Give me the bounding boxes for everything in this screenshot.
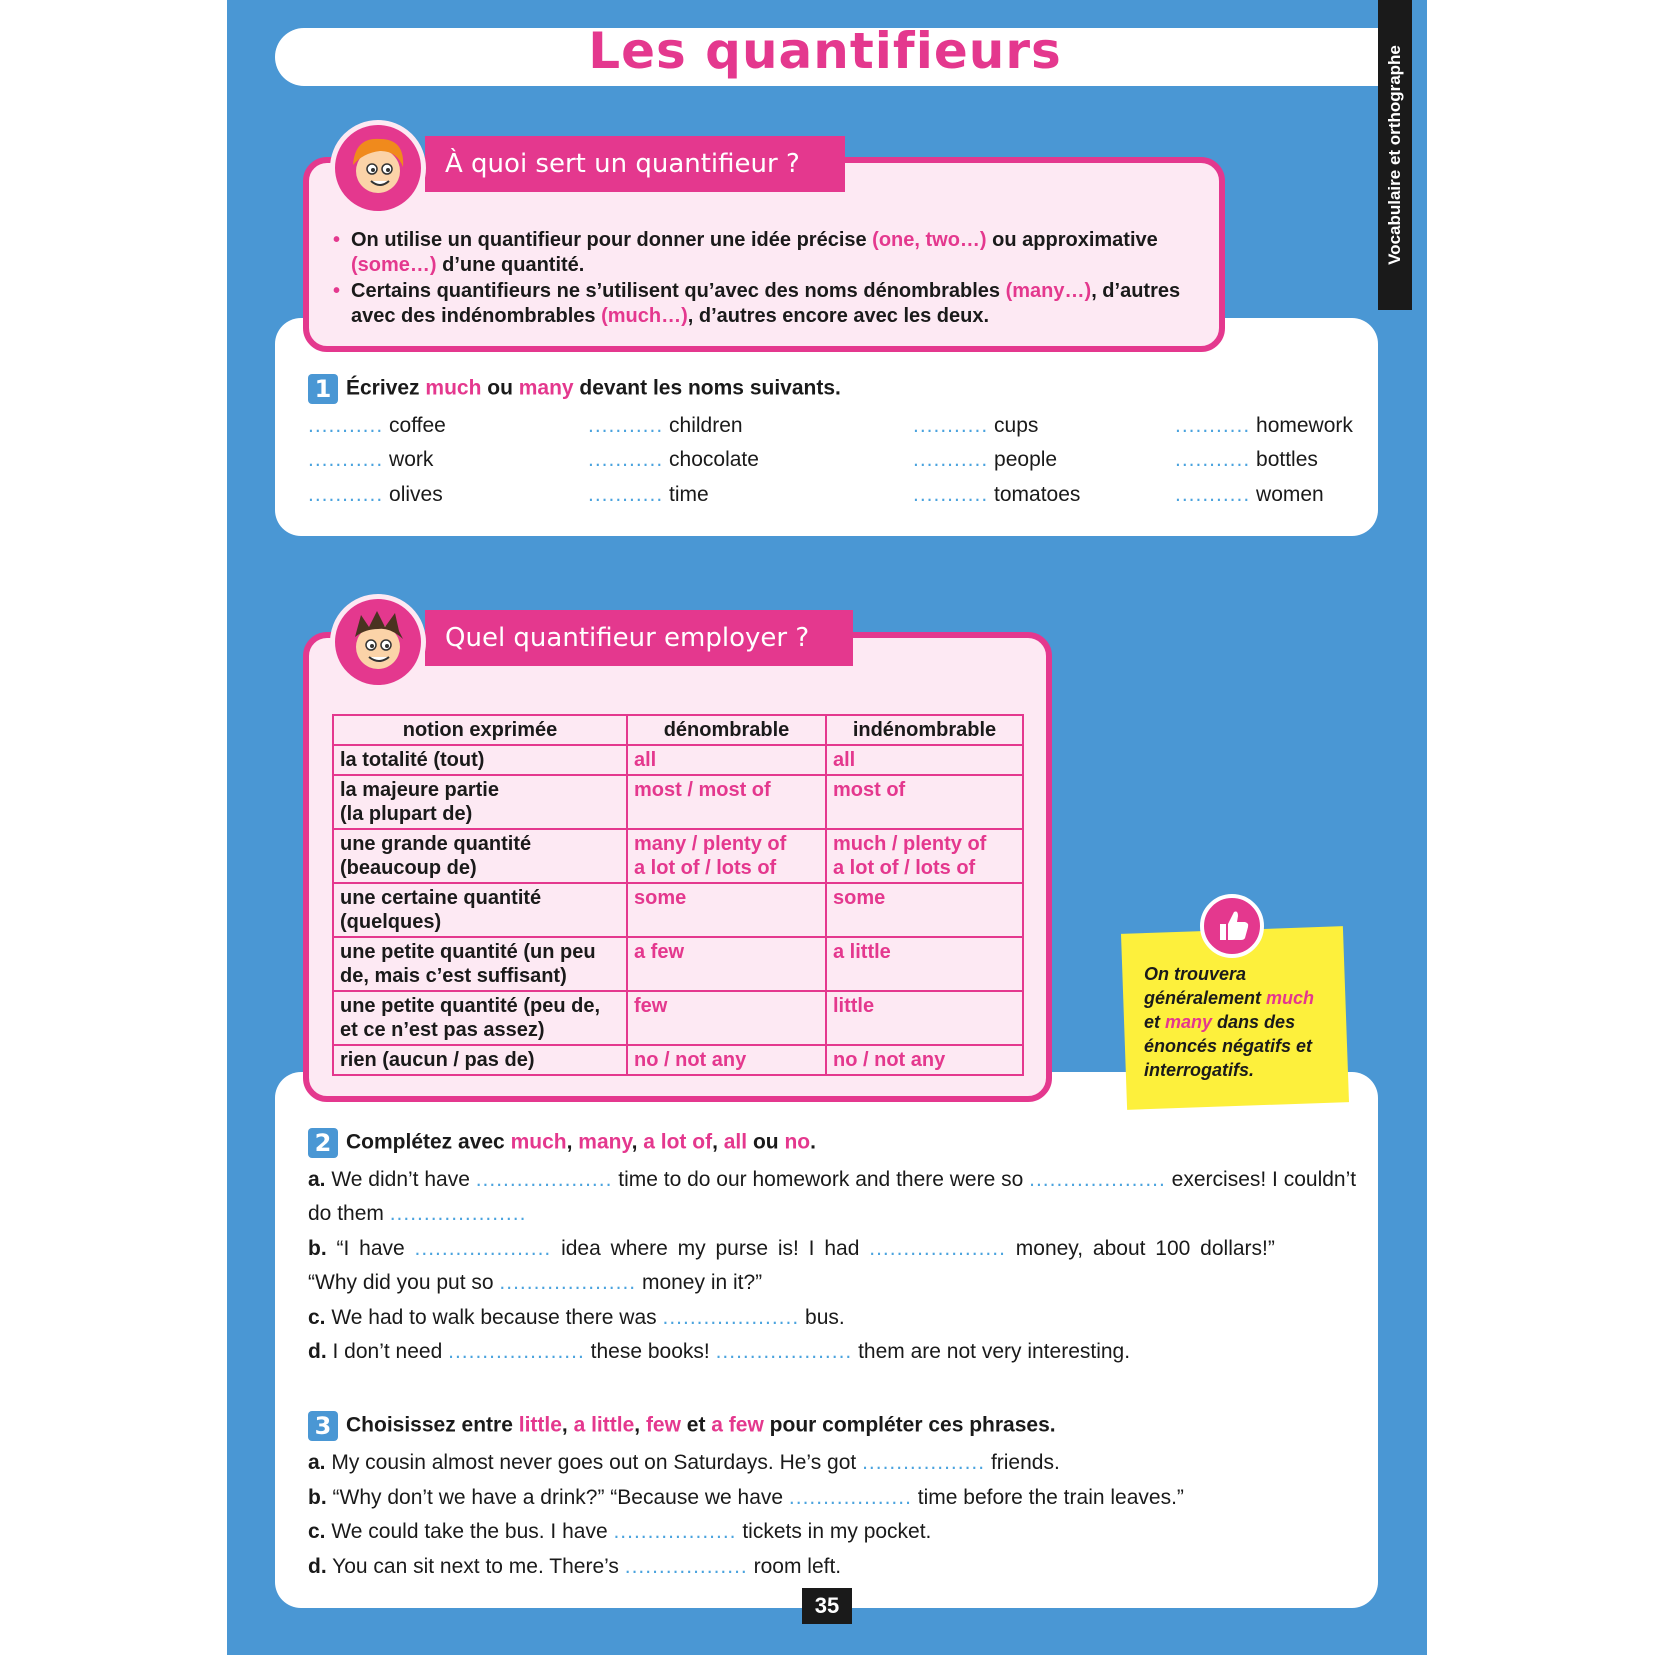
answer-blank[interactable]: ...........: [308, 448, 384, 471]
answer-blank[interactable]: ....................: [715, 1340, 853, 1363]
ex1-item: [1175, 483, 1324, 507]
exercise-number-badge: 1: [308, 374, 338, 404]
ex2-line-b2: [308, 1266, 762, 1300]
item-label: d.: [308, 1340, 327, 1363]
ex1-item: [588, 414, 743, 438]
answer-blank[interactable]: ....................: [499, 1271, 637, 1294]
text: money in it?”: [636, 1271, 763, 1294]
noun: chocolate: [669, 448, 759, 471]
text: dans des énoncés négatifs et interrogatifs.: [1144, 1012, 1313, 1080]
table-cell: all: [826, 745, 1023, 775]
answer-blank[interactable]: ....................: [448, 1340, 585, 1363]
text: exercises! I couldn’t: [1165, 1168, 1357, 1191]
text: ,: [561, 1413, 574, 1437]
ex1-item: [308, 448, 433, 472]
ex1-item: [1175, 414, 1353, 438]
table-cell: some: [826, 883, 1023, 937]
ex2-line-b: [308, 1232, 1275, 1266]
text: , d’autres encore avec les deux.: [687, 305, 990, 327]
bullet-dot-icon: •: [333, 280, 341, 302]
answer-blank[interactable]: ....................: [414, 1237, 552, 1260]
exercise-number-badge: 3: [308, 1411, 338, 1441]
table-row: [333, 883, 1023, 937]
text: et: [1144, 1012, 1166, 1032]
table-row: [333, 937, 1023, 991]
noun: olives: [389, 483, 443, 506]
table-row: [333, 1045, 1023, 1075]
item-label: c.: [308, 1306, 326, 1329]
table-cell: la majeure partie (la plupart de): [333, 775, 627, 829]
table-cell: all: [627, 745, 826, 775]
table-header: dénombrable: [627, 715, 826, 745]
text: We could take the bus. I have: [325, 1520, 614, 1543]
ex3-line-b: [308, 1481, 1184, 1515]
answer-blank[interactable]: ...........: [913, 483, 989, 506]
table-row: [333, 775, 1023, 829]
noun: coffee: [389, 414, 446, 437]
table-header: indénombrable: [826, 715, 1023, 745]
text: tickets in my pocket.: [736, 1520, 932, 1543]
table-cell: few: [627, 991, 826, 1045]
table-cell: much / plenty of a lot of / lots of: [826, 829, 1023, 883]
answer-blank[interactable]: ...........: [308, 414, 384, 437]
note-text: [1144, 962, 1334, 1082]
table-cell: little: [826, 991, 1023, 1045]
text: ou approximative: [986, 229, 1158, 251]
answer-blank[interactable]: ....................: [1029, 1168, 1166, 1191]
text: idea where my purse is! I had: [551, 1237, 870, 1260]
ex1-item: [588, 448, 759, 472]
noun: people: [994, 448, 1058, 471]
highlight: much: [510, 1130, 567, 1154]
noun: cups: [994, 414, 1039, 437]
answer-blank[interactable]: ..................: [613, 1520, 737, 1543]
highlight: (some…): [351, 254, 437, 276]
table-cell: no / not any: [627, 1045, 826, 1075]
table-cell: most of: [826, 775, 1023, 829]
noun: bottles: [1256, 448, 1318, 471]
text: ,: [566, 1130, 579, 1154]
table-cell: rien (aucun / pas de): [333, 1045, 627, 1075]
ex3-line-a: [308, 1446, 1060, 1480]
exercise1-title: [308, 374, 841, 404]
text: friends.: [985, 1451, 1060, 1474]
girl-avatar-icon: [330, 120, 426, 216]
table-row: [333, 745, 1023, 775]
item-label: b.: [308, 1237, 327, 1260]
noun: tomatoes: [994, 483, 1081, 506]
text: I don’t need: [326, 1340, 449, 1363]
text: On utilise un quantifieur pour donner une idée précise: [351, 229, 873, 251]
answer-blank[interactable]: ...........: [588, 448, 664, 471]
item-label: b.: [308, 1486, 327, 1509]
bullet-dot-icon: •: [333, 229, 341, 251]
quantifier-table: [332, 714, 1024, 1076]
page-title: Les quantifieurs: [588, 22, 1062, 80]
exercise2-title: [308, 1128, 816, 1158]
highlight: much: [1266, 988, 1315, 1008]
highlight: a lot of: [643, 1130, 713, 1154]
table-cell: la totalité (tout): [333, 745, 627, 775]
highlight: a few: [711, 1413, 764, 1437]
ex3-line-d: [308, 1550, 841, 1584]
table-cell: une certaine quantité (quelques): [333, 883, 627, 937]
text: money, about 100 dollars!”: [1005, 1237, 1275, 1260]
table-cell: a little: [826, 937, 1023, 991]
table-row: [333, 829, 1023, 883]
text: We had to walk because there was: [325, 1306, 663, 1329]
answer-blank[interactable]: ...........: [1175, 483, 1251, 506]
highlight: a little: [573, 1413, 635, 1437]
text: , d’autres avec des indénombrables: [351, 280, 1181, 327]
section2-header: Quel quantifieur employer ?: [425, 610, 853, 666]
noun: homework: [1256, 414, 1353, 437]
highlight: no: [784, 1130, 811, 1154]
text: room left.: [747, 1555, 842, 1578]
ex1-item: [308, 483, 443, 507]
boy-avatar-icon: [330, 594, 426, 690]
answer-blank[interactable]: ..................: [862, 1451, 986, 1474]
answer-blank[interactable]: ....................: [662, 1306, 800, 1329]
ex2-line-a: [308, 1163, 1356, 1197]
text: d’une quantité.: [436, 254, 585, 276]
ex1-item: [1175, 448, 1318, 472]
answer-blank[interactable]: ...........: [913, 448, 989, 471]
answer-blank[interactable]: ...........: [588, 483, 664, 506]
text: “Why don’t we have a drink?” “Because we have: [326, 1486, 789, 1509]
highlight: (one, two…): [872, 229, 987, 251]
text: You can sit next to me. There’s: [326, 1555, 625, 1578]
thumbs-up-icon: [1200, 894, 1264, 958]
side-tab: [1378, 0, 1412, 310]
ex1-item: [913, 448, 1057, 472]
section1-header: À quoi sert un quantifieur ?: [425, 136, 845, 192]
table-row: [333, 991, 1023, 1045]
text: et: [680, 1413, 712, 1437]
text: We didn’t have: [325, 1168, 476, 1191]
text: On trouvera généralement: [1144, 964, 1267, 1008]
item-label: c.: [308, 1520, 326, 1543]
text: ,: [631, 1130, 644, 1154]
answer-blank[interactable]: ...........: [1175, 448, 1251, 471]
highlight: many: [1165, 1012, 1213, 1032]
answer-blank[interactable]: ....................: [869, 1237, 1006, 1260]
item-label: a.: [308, 1451, 326, 1474]
table-header-row: [333, 715, 1023, 745]
exercise3-title: [308, 1411, 1056, 1441]
table-cell: some: [627, 883, 826, 937]
noun: work: [389, 448, 434, 471]
table-cell: many / plenty of a lot of / lots of: [627, 829, 826, 883]
side-tab-label: Vocabulaire et orthographe: [1385, 45, 1404, 265]
noun: children: [669, 414, 743, 437]
noun: women: [1256, 483, 1324, 506]
text: time to do our homework and there were so: [612, 1168, 1030, 1191]
text: devant les noms suivants.: [573, 376, 841, 400]
section1-bullet-1: [333, 228, 1201, 278]
noun: time: [669, 483, 709, 506]
text: My cousin almost never goes out on Saturdays. He’s got: [325, 1451, 863, 1474]
text: “I have: [326, 1237, 415, 1260]
table-cell: most / most of: [627, 775, 826, 829]
text: do them: [308, 1202, 390, 1225]
text: .: [810, 1130, 816, 1154]
text: bus.: [799, 1306, 845, 1329]
ex2-line-a2: [308, 1197, 526, 1231]
answer-blank[interactable]: ....................: [475, 1168, 613, 1191]
ex2-line-d: [308, 1335, 1130, 1369]
page-number: 35: [802, 1588, 852, 1624]
answer-blank[interactable]: ...........: [1175, 414, 1251, 437]
answer-blank[interactable]: ..................: [624, 1555, 748, 1578]
ex3-line-c: [308, 1515, 931, 1549]
table-cell: une grande quantité (beaucoup de): [333, 829, 627, 883]
table-header: notion exprimée: [333, 715, 627, 745]
ex1-item: [913, 414, 1038, 438]
table-cell: a few: [627, 937, 826, 991]
text: time before the train leaves.”: [911, 1486, 1184, 1509]
exercise-number-badge: 2: [308, 1128, 338, 1158]
table-cell: no / not any: [826, 1045, 1023, 1075]
ex1-item: [308, 414, 446, 438]
answer-blank[interactable]: ....................: [389, 1202, 527, 1225]
highlight: many: [578, 1130, 632, 1154]
text: ou: [481, 376, 519, 400]
ex2-line-c: [308, 1301, 845, 1335]
answer-blank[interactable]: ...........: [913, 414, 989, 437]
text: Écrivez: [346, 376, 426, 400]
text: Choisissez entre: [346, 1413, 519, 1437]
highlight: little: [518, 1413, 562, 1437]
ex1-item: [913, 483, 1080, 507]
highlight: all: [723, 1130, 748, 1154]
answer-blank[interactable]: ...........: [308, 483, 384, 506]
table-cell: une petite quantité (un peu de, mais c’est suffisant): [333, 937, 627, 991]
table-cell: une petite quantité (peu de, et ce n’est pas assez): [333, 991, 627, 1045]
text: “Why did you put so: [308, 1271, 500, 1294]
highlight: (much…): [601, 305, 688, 327]
text: ,: [712, 1130, 724, 1154]
highlight: many: [518, 376, 574, 400]
text: pour compléter ces phrases.: [763, 1413, 1056, 1437]
text: ou: [747, 1130, 785, 1154]
section1-bullet-2: [333, 279, 1201, 329]
text: these books!: [584, 1340, 716, 1363]
text: Complétez avec: [346, 1130, 511, 1154]
text: ,: [634, 1413, 646, 1437]
answer-blank[interactable]: ...........: [588, 414, 664, 437]
item-label: d.: [308, 1555, 327, 1578]
item-label: a.: [308, 1168, 326, 1191]
text: Certains quantifieurs ne s’utilisent qu’avec des noms dénombrables: [351, 280, 1006, 302]
highlight: much: [425, 376, 482, 400]
ex1-item: [588, 483, 709, 507]
highlight: few: [645, 1413, 681, 1437]
text: them are not very interesting.: [852, 1340, 1131, 1363]
highlight: (many…): [1005, 280, 1092, 302]
answer-blank[interactable]: ..................: [788, 1486, 912, 1509]
